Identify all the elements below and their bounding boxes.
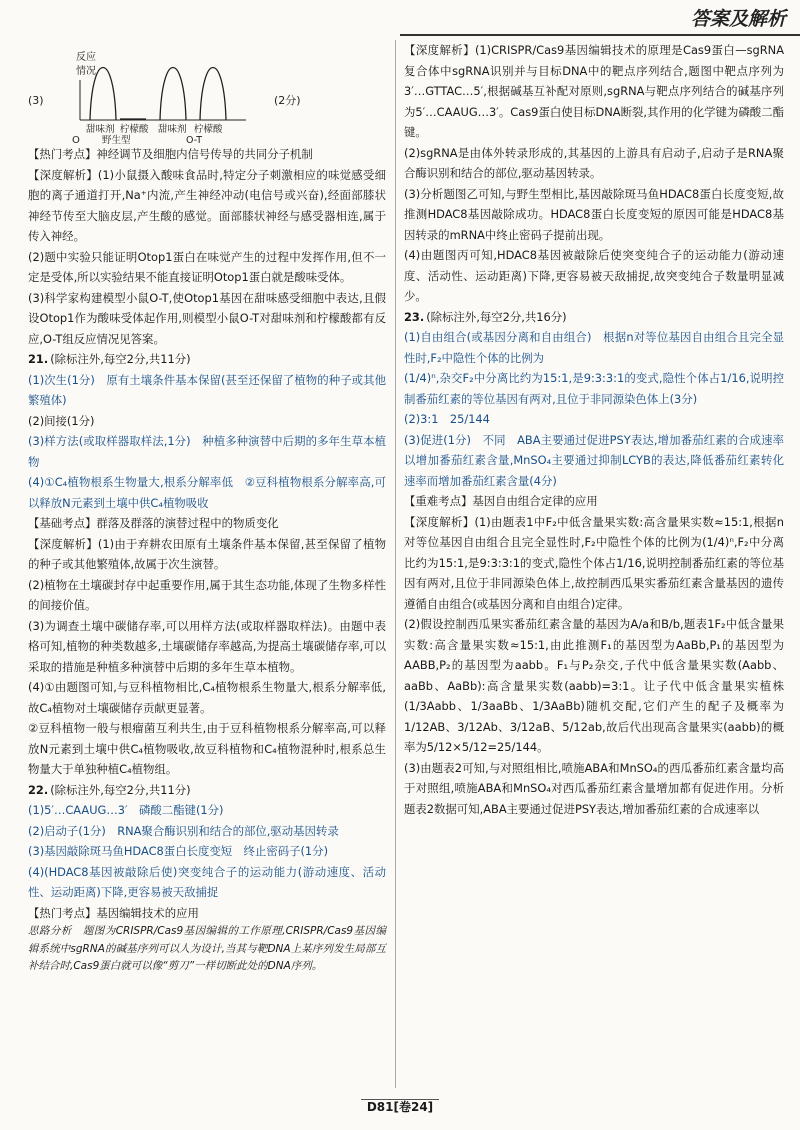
q21-analysis-1: 【深度解析】(1)由于弃耕农田原有土壤条件基本保留,甚至保留了植物的种子或其他繁殖体,故属于次生演替。 <box>28 536 386 571</box>
analysis-20-3: (3)科学家构建模型小鼠O-T,使Otop1基因在甜味感受细胞中表达,且假设Otop1作为酸味受体起作用,则模型小鼠O-T对甜味剂和柠檬酸都有反应,O-T组反应情况见答案。 <box>28 290 386 346</box>
q21-number: 21. <box>28 352 49 366</box>
q23-analysis-1: 【深度解析】(1)由题表1中F₂中低含量果实数:高含量果实数≈15:1,根据n对等位基因自由组合且完全显性时,F₂中隐性个体的比例为(1/4)ⁿ,F₂中分离比约为15:1,是9:3:3:1的变式,隐性个体占1/16,说明控制番茄红素的等位基因有两对,且位于非同源染色体上,故控制西瓜果实番茄红素含量基因的遗传遵循自由组合(或基因分离和自由组合)定律。 <box>404 514 784 611</box>
reaction-chart <box>28 40 386 144</box>
q22-analysis-4: (4)由题图丙可知,HDAC8基因被敲除后使突变纯合子的运动能力(游动速度、活动性、运动距离)下降,更容易被天敌捕捉,故突变纯合子数量明显减少。 <box>404 248 784 303</box>
cat-4: 柠檬酸 <box>194 124 223 135</box>
q23-answer-1a: (1)自由组合(或基因分离和自由组合) 根据n对等位基因自由组合且完全显性时,F₂中隐性个体的比例为 <box>404 330 784 365</box>
peak-4 <box>200 68 226 121</box>
cat-3: 甜味剂 <box>158 124 187 135</box>
left-column <box>28 40 386 976</box>
column-divider <box>395 40 396 1088</box>
q22-number: 22. <box>28 782 49 797</box>
q21-answer-3: (3)样方法(或取样器取样法,1分) 种植多种演替中后期的多年生草本植物 <box>28 434 386 469</box>
chart-ylabel-1: 反应 <box>76 52 96 63</box>
q22-header <box>28 780 386 801</box>
q22-answer-2: (2)启动子(1分) RNA聚合酶识别和结合的部位,驱动基因转录 <box>28 823 339 838</box>
q22-analysis-3: (3)分析题图乙可知,与野生型相比,基因敲除斑马鱼HDAC8蛋白长度变短,故推测HDAC8基因敲除成功。HDAC8蛋白长度变短的原因可能是HDAC8基因转录的mRNA中终止密码子提前出现。 <box>404 186 784 242</box>
q21-answer-2: (2)间接(1分) <box>28 413 95 428</box>
q22-thinking: 思路分析 题图为CRISPR/Cas9基因编辑的工作原理,CRISPR/Cas9基因编辑系统中sgRNA的碱基序列可以人为设计,当其与靶DNA上某序列发生局部互补结合时,Cas9蛋白就可以像“剪刀”一样切断此处的DNA序列。 <box>28 925 386 972</box>
analysis-20-2: (2)题中实验只能证明Otop1蛋白在味觉产生的过程中发挥作用,但不一定是受体,所以实验结果不能直接证明Otop1蛋白就是酸味受体。 <box>28 249 386 284</box>
q22-hot-topic: 【热门考点】基因编辑技术的应用 <box>28 905 199 920</box>
chart-svg <box>28 40 386 144</box>
q23-score: (除标注外,每空2分,共16分) <box>426 309 567 324</box>
q21-analysis-5: ②豆科植物一般与根瘤菌互利共生,由于豆科植物根系分解率高,可以释放N元素到土壤中供C₄植物吸收,故豆科植物和C₄植物混种时,根系总生物量大于单独种植C₄植物组。 <box>28 721 386 776</box>
page-header-title: 答案及解析 <box>690 8 786 30</box>
q23-analysis-3: (3)由题表2可知,与对照组相比,喷施ABA和MnSO₄的西瓜番茄红素含量均高于对照组,喷施ABA和MnSO₄对西瓜番茄红素含量增加都有促进作用。分析题表2数据可知,ABA主要通过促进PSY表达,增加番茄红素的合成速率以 <box>404 760 784 816</box>
hot-topic-20: 【热门考点】神经调节及细胞内信号传导的共同分子机制 <box>28 147 313 161</box>
page-footer <box>0 1098 800 1115</box>
q22-answer-3: (3)基因敲除斑马鱼HDAC8蛋白长度变短 终止密码子(1分) <box>28 844 329 858</box>
q21-analysis-4: (4)①由题图可知,与豆科植物相比,C₄植物根系生物量大,根系分解率低,故C₄植物对土壤碳储存贡献更显著。 <box>28 680 386 715</box>
q23-analysis-2: (2)假设控制西瓜果实番茄红素含量的基因为A/a和B/b,题表1F₂中低含量果实数:高含量果实数≈15:1,由此推测F₁的基因型为AaBb,P₁的基因型为AABB,P₂的基因型为aabb。F₁与P₂杂交,子代中低含量果实数(Aabb、aaBb、AaBb):高含量果实数(aabb)=3:1。让子代中低含量果实植株(1/3Aabb、1/3aaBb、1/3AaBb)随机交配,它们产生的配子及概率为1/12AB、3/12Ab、3/12aB、5/12ab,故后代出现高含量果实(aabb)的概率为5/12×5/12=25/144。 <box>404 617 784 754</box>
q22-analysis-2: (2)sgRNA是由体外转录形成的,其基因的上游具有启动子,启动子是RNA聚合酶识别和结合的部位,驱动基因转录。 <box>404 145 784 180</box>
q22-answer-4: (4)(HDAC8基因被敲除后使)突变纯合子的运动能力(游动速度、活动性、运动距离)下降,更容易被天敌捕捉 <box>28 864 386 899</box>
right-column <box>404 40 784 819</box>
q22-score: (除标注外,每空2分,共11分) <box>50 782 191 797</box>
q23-answer-2: (2)3:1 25/144 <box>404 412 490 426</box>
q22-analysis-1: 【深度解析】(1)CRISPR/Cas9基因编辑技术的原理是Cas9蛋白—sgRNA复合体中sgRNA识别并与目标DNA中的靶点序列结合,题图中靶点序列为3′…GTTAC…5′,根据碱基互补配对原则,sgRNA与靶点序列结合的碱基序列为5′…CAAUG…3′。Cas9蛋白使目标DNA断裂,其作用的化学键为磷酸二酯键。 <box>404 43 784 139</box>
chart-ylabel-2: 情况 <box>76 66 96 77</box>
q21-score: (除标注外,每空2分,共11分) <box>50 352 191 366</box>
q23-header <box>404 307 784 328</box>
header-rule <box>400 34 800 36</box>
q21-analysis-3: (3)为调查土壤中碳储存率,可以用样方法(或取样器取样法)。由题中表格可知,植物的种类数越多,土壤碳储存率越高,为提高土壤碳储存率,可以采取的措施是种植多种演替中后期的多年生草本植物。 <box>28 618 386 674</box>
q22-answer-1: (1)5′…CAAUG…3′ 磷酸二酯键(1分) <box>28 803 224 817</box>
chart-score: (2分) <box>274 94 301 107</box>
q21-answer-1: (1)次生(1分) 原有土壤条件基本保留(甚至还保留了植物的种子或其他繁殖体) <box>28 372 386 407</box>
peak-3 <box>160 68 186 121</box>
q23-answer-1b: (1/4)ⁿ,杂交F₂中分离比约为15:1,是9:3:3:1的变式,隐性个体占1/16,说明控制番茄红素的等位基因有两对,且位于非同源染色体上(3分) <box>404 371 784 406</box>
page-number: D81[卷24] <box>361 1099 439 1114</box>
q23-key-topic: 【重难考点】基因自由组合定律的应用 <box>404 494 598 508</box>
origin-label: O <box>72 135 80 144</box>
analysis-20-1: 【深度解析】(1)小鼠摄入酸味食品时,特定分子刺激相应的味觉感受细胞的离子通道打开,Na⁺内流,产生神经冲动(电信号或兴奋),经面部膝状神经节传至大脑皮层,产生酸的感觉。面部膝状神经与感受器相连,属于传入神经。 <box>28 167 386 243</box>
q21-header <box>28 349 386 370</box>
q21-analysis-2: (2)植物在土壤碳封存中起重要作用,属于其生态功能,体现了生物多样性的间接价值。 <box>28 577 386 612</box>
cat-1: 甜味剂 <box>86 124 115 135</box>
q21-answer-4: (4)①C₄植物根系生物量大,根系分解率低 ②豆科植物根系分解率高,可以释放N元素到土壤中供C₄植物吸收 <box>28 475 386 510</box>
group-2: O-T <box>186 135 203 144</box>
q23-number: 23. <box>404 309 425 324</box>
q21-basic-topic: 【基础考点】群落及群落的演替过程中的物质变化 <box>28 516 279 530</box>
q23-answer-3: (3)促进(1分) 不同 ABA主要通过促进PSY表达,增加番茄红素的合成速率以增加番茄红素含量,MnSO₄主要通过抑制LCYB的表达,降低番茄红素转化速率而增加番茄红素含量(4分) <box>404 432 784 488</box>
group-1: 野生型 <box>102 135 131 144</box>
cat-2: 柠檬酸 <box>120 124 149 135</box>
chart-part-label: (3) <box>28 94 44 107</box>
